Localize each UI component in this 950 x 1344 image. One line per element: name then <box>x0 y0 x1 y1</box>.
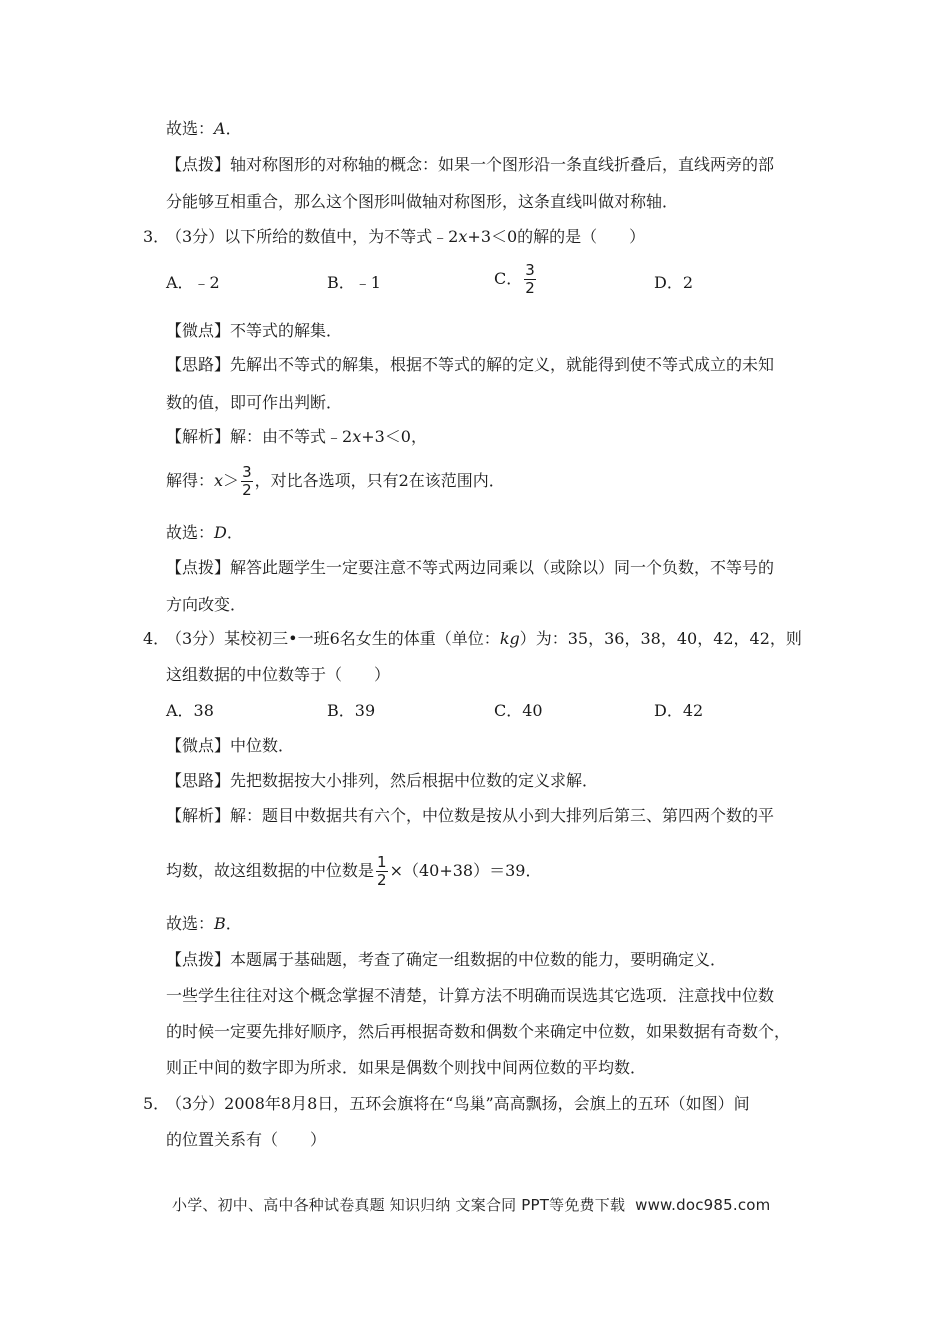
q4-tip-line2: 一些学生往往对这个概念掌握不清楚，计算方法不明确而误选其它选项．注意找中位数 <box>166 986 775 1005</box>
q2-answer: 故选：A． <box>166 119 242 138</box>
q4-calculation: 均数，故这组数据的中位数是 $\frac{1}{2}$ ×（40+38）＝39． <box>166 853 542 889</box>
q3-answer: 故选：D． <box>166 523 243 542</box>
q2-tip-line2: 分能够互相重合，那么这个图形叫做轴对称图形，这条直线叫做对称轴． <box>166 192 679 211</box>
q4-option-b: B．39 <box>327 701 376 720</box>
q2-tip-line1: 【点拨】轴对称图形的对称轴的概念：如果一个图形沿一条直线折叠后，直线两旁的部 <box>166 155 775 174</box>
q4-option-d: D．42 <box>654 701 704 720</box>
q3-point: 【微点】不等式的解集． <box>166 321 343 340</box>
q3-option-c: C． $\frac{3}{2}$ <box>494 261 535 297</box>
q4-option-a: A．38 <box>166 701 214 720</box>
q4-tip-line1: 【点拨】本题属于基础题，考查了确定一组数据的中位数的能力，要明确定义． <box>166 950 727 969</box>
q3-solution-fraction: $\frac{3}{2}$ <box>242 463 252 499</box>
q4-tip-line4: 则正中间的数字即为所求．如果是偶数个则找中间两位数的平均数． <box>166 1058 647 1077</box>
q4-calculation-fraction: $\frac{1}{2}$ <box>377 853 387 889</box>
q4-option-c: C．40 <box>494 701 543 720</box>
q4-idea: 【思路】先把数据按大小排列，然后根据中位数的定义求解． <box>166 771 599 790</box>
q4-point: 【微点】中位数． <box>166 736 295 755</box>
q3-idea-line2: 数的值，即可作出判断． <box>166 393 343 412</box>
q3-option-b: B．﹣1 <box>327 273 381 292</box>
q3-stem: （3分）以下所给的数值中，为不等式﹣2x+3＜0的解的是（ ） <box>166 227 646 246</box>
q3-tip-line1: 【点拨】解答此题学生一定要注意不等式两边同乘以（或除以）同一个负数，不等号的 <box>166 558 775 577</box>
page-footer: 小学、初中、高中各种试卷真题 知识归纳 文案合同 PPT等免费下载 www.doc985.com <box>172 1196 771 1214</box>
footer-link[interactable]: www.doc985.com <box>635 1196 771 1214</box>
q4-stem-line2: 这组数据的中位数等于（ ） <box>166 665 391 684</box>
q3-tip-line2: 方向改变． <box>166 595 247 614</box>
q3-analysis: 【解析】解：由不等式﹣2x+3＜0， <box>166 427 427 446</box>
q5-stem-line1: （3分）2008年8月8日，五环会旗将在“鸟巢”高高飘扬，会旗上的五环（如图）间 <box>166 1094 750 1113</box>
q5-stem-line2: 的位置关系有（ ） <box>166 1130 327 1149</box>
q4-number: 4． <box>143 629 170 648</box>
q4-analysis-line1: 【解析】解：题目中数据共有六个，中位数是按从小到大排列后第三、第四两个数的平 <box>166 806 775 825</box>
q3-option-a: A．﹣2 <box>166 273 220 292</box>
q3-option-d: D．2 <box>654 273 694 292</box>
q4-answer: 故选：B． <box>166 914 242 933</box>
q4-stem-line1: （3分）某校初三•一班6名女生的体重（单位：kg）为：35，36，38，40，42，42，则 <box>166 629 802 648</box>
q4-tip-line3: 的时候一定要先排好顺序，然后再根据奇数和偶数个来确定中位数，如果数据有奇数个， <box>166 1022 791 1041</box>
q3-option-c-fraction: $\frac{3}{2}$ <box>525 261 535 297</box>
q3-number: 3． <box>143 227 170 246</box>
q3-solution: 解得：x＞ $\frac{3}{2}$ ，对比各选项，只有2在该范围内． <box>166 463 505 499</box>
q3-idea-line1: 【思路】先解出不等式的解集，根据不等式的解的定义，就能得到使不等式成立的未知 <box>166 355 775 374</box>
q5-number: 5． <box>143 1094 170 1113</box>
